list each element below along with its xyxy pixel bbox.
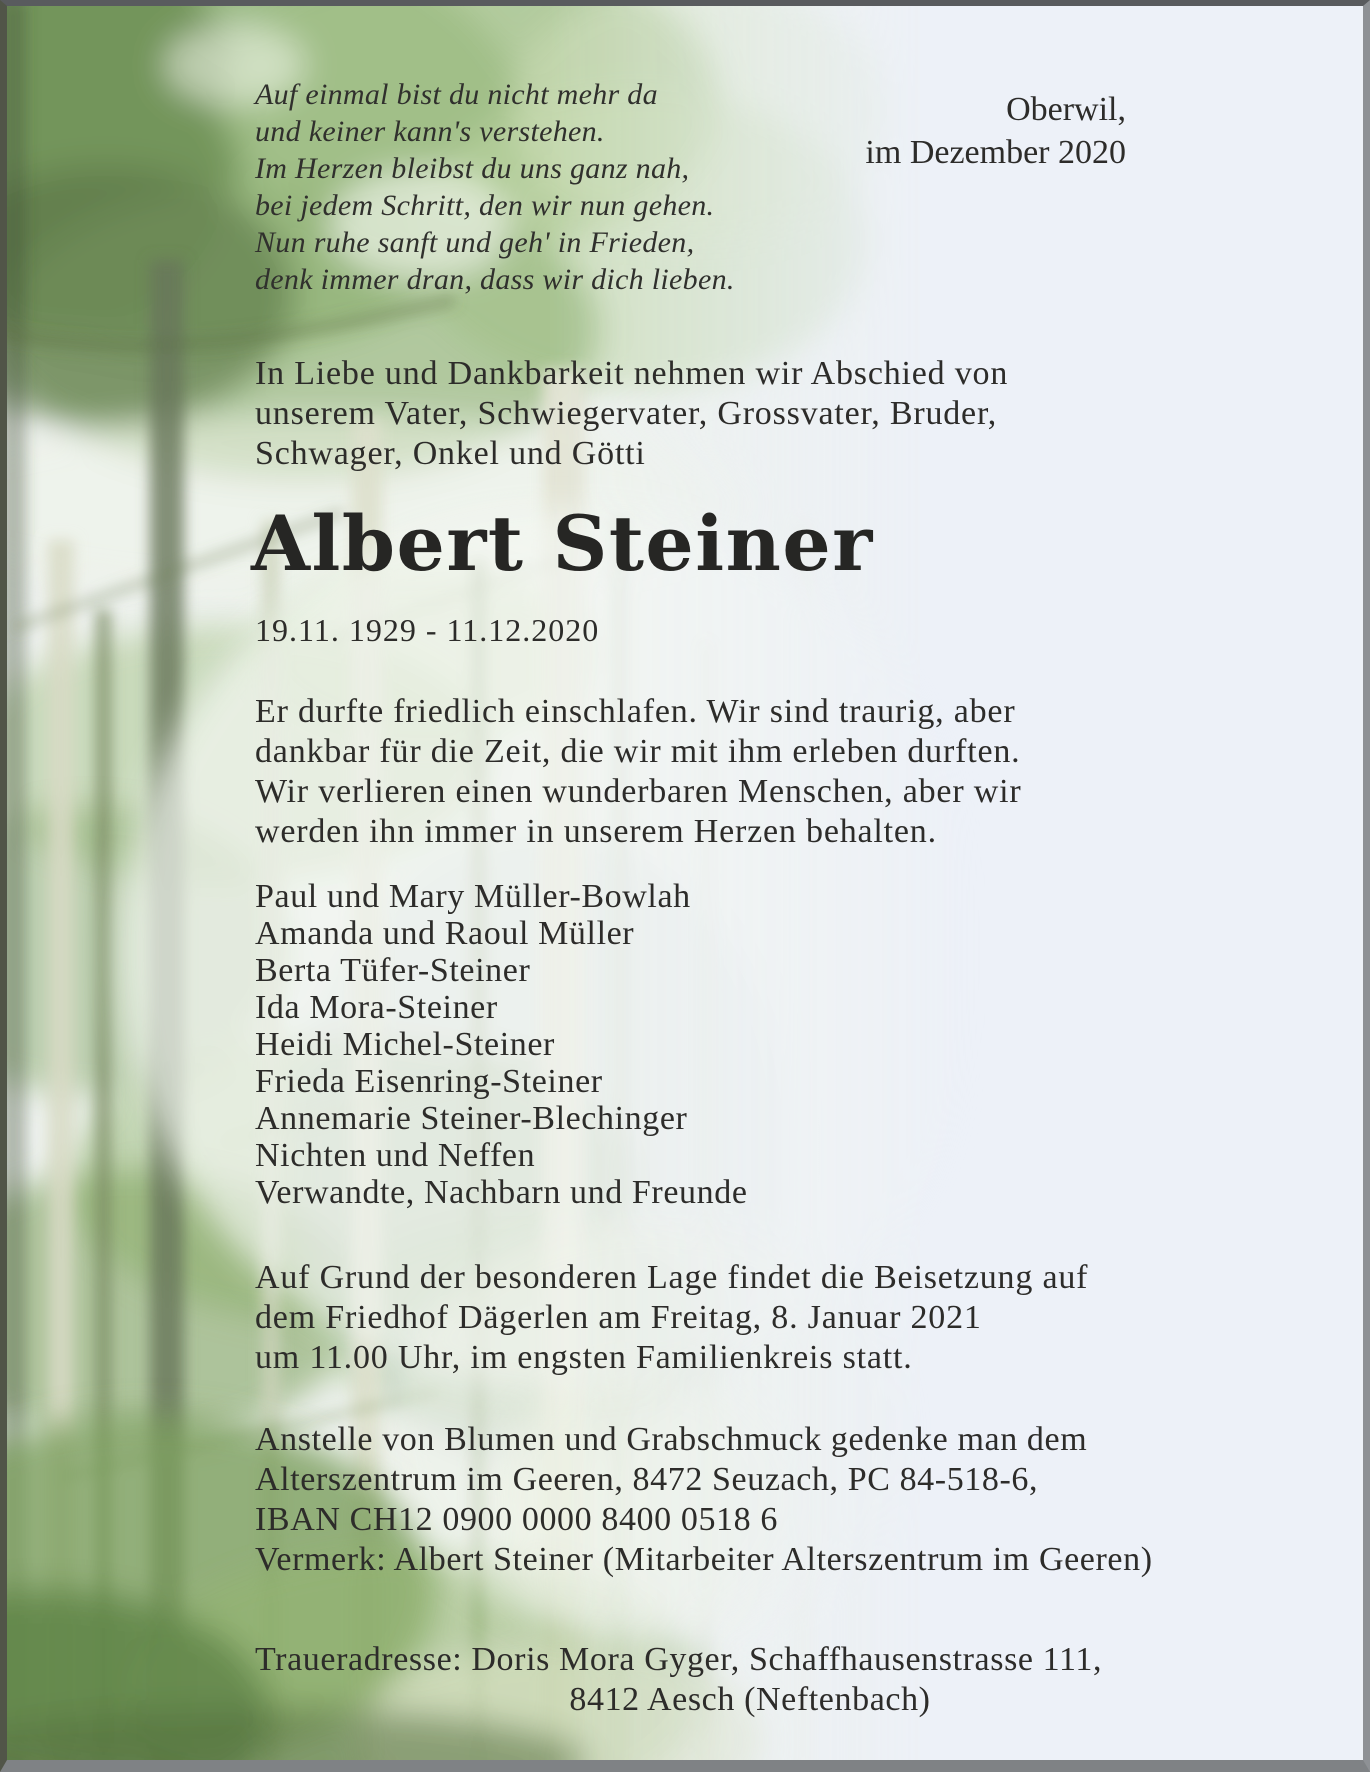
address-line: 8412 Aesch (Neftenbach)	[569, 1681, 931, 1718]
dateline-month: im Dezember 2020	[865, 134, 1126, 171]
mourner-line: Paul und Mary Müller-Bowlah	[255, 878, 691, 915]
eulogy-line: dankbar für die Zeit, die wir mit ihm erleben durften.	[255, 733, 1021, 770]
eulogy-line: Er durfte friedlich einschlafen. Wir sind traurig, aber	[255, 693, 1016, 730]
life-dates: 19.11. 1929 - 11.12.2020	[255, 612, 600, 648]
mourner-line: Verwandte, Nachbarn und Freunde	[255, 1174, 748, 1211]
funeral-line: dem Friedhof Dägerlen am Freitag, 8. Januar 2021	[255, 1299, 982, 1336]
dateline-place: Oberwil,	[1006, 91, 1126, 128]
place-dateline	[865, 88, 1126, 174]
poem-line: denk immer dran, dass wir dich lieben.	[255, 263, 735, 296]
donation-line: Anstelle von Blumen und Grabschmuck gedenke man dem	[255, 1421, 1088, 1458]
eulogy-line: Wir verlieren einen wunderbaren Menschen, aber wir	[255, 773, 1022, 810]
mourners-list	[255, 878, 748, 1211]
funeral-line: um 11.00 Uhr, im engsten Familienkreis statt.	[255, 1339, 913, 1376]
eulogy-line: werden ihn immer in unserem Herzen behalten.	[255, 813, 937, 850]
salutation-line: unserem Vater, Schwiegervater, Grossvater, Bruder,	[255, 395, 998, 432]
eulogy	[255, 692, 1021, 852]
donation-line: IBAN CH12 0900 0000 8400 0518 6	[255, 1501, 778, 1538]
poem-line: und keiner kann's verstehen.	[255, 115, 605, 148]
mourner-line: Berta Tüfer-Steiner	[255, 952, 531, 989]
poem-line: Im Herzen bleibst du uns ganz nah,	[255, 152, 690, 185]
poem	[255, 76, 735, 298]
salutation-line: In Liebe und Dankbarkeit nehmen wir Abschied von	[255, 355, 1009, 392]
mourner-line: Ida Mora-Steiner	[255, 989, 498, 1026]
deceased-name: Albert Steiner	[251, 499, 874, 588]
address-line: Traueradresse: Doris Mora Gyger, Schaffhausenstrasse 111,	[255, 1641, 1103, 1678]
poem-line: Auf einmal bist du nicht mehr da	[255, 78, 658, 111]
donation-line: Alterszentrum im Geeren, 8472 Seuzach, PC 84-518-6,	[255, 1461, 1039, 1498]
donation-line: Vermerk: Albert Steiner (Mitarbeiter Alterszentrum im Geeren)	[255, 1541, 1153, 1578]
mourner-line: Heidi Michel-Steiner	[255, 1026, 555, 1063]
mourner-line: Nichten und Neffen	[255, 1137, 536, 1174]
donation-details	[255, 1420, 1153, 1580]
poem-line: Nun ruhe sanft und geh' in Frieden,	[255, 226, 695, 259]
funeral-line: Auf Grund der besonderen Lage findet die Beisetzung auf	[255, 1259, 1089, 1296]
funeral-details	[255, 1258, 1088, 1378]
salutation	[255, 354, 1008, 474]
poem-line: bei jedem Schritt, den wir nun gehen.	[255, 189, 715, 222]
salutation-line: Schwager, Onkel und Götti	[255, 435, 646, 472]
mourner-line: Annemarie Steiner-Blechinger	[255, 1100, 688, 1137]
mourner-line: Amanda und Raoul Müller	[255, 915, 635, 952]
mourning-address	[255, 1640, 1245, 1720]
mourner-line: Frieda Eisenring-Steiner	[255, 1063, 603, 1100]
